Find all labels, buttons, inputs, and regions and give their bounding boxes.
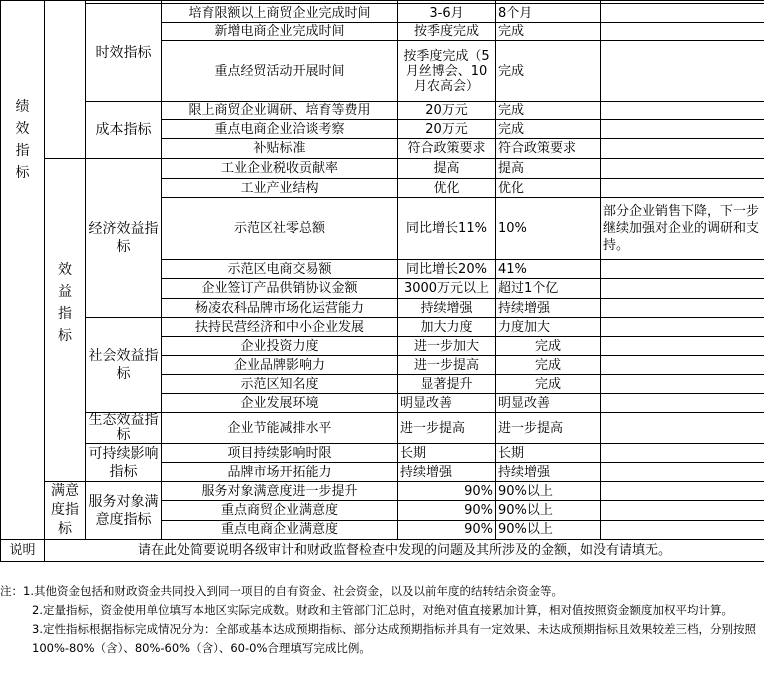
target-value-text: 3-6月	[429, 5, 464, 21]
actual-value[interactable]	[496, 501, 601, 520]
level2-group-cell-text: 社会效益指标	[88, 348, 159, 382]
level2-group-cell-text: 经济效益指标	[88, 221, 159, 255]
metric-name-text: 限上商贸企业调研、培育等费用	[188, 103, 371, 118]
metric-name-text: 品牌市场开拓能力	[227, 464, 332, 480]
table-row	[1, 413, 764, 444]
level2-group-cell[interactable]	[86, 318, 162, 413]
target-value-text: 按季度完成	[413, 24, 479, 39]
target-value-text: 同比增长11%	[406, 221, 487, 236]
actual-value[interactable]	[496, 279, 601, 299]
actual-value[interactable]	[496, 394, 601, 413]
actual-value[interactable]	[496, 444, 601, 463]
target-value-text: 持续增强	[400, 464, 453, 480]
level1-group-cell[interactable]	[45, 482, 86, 540]
target-value[interactable]	[398, 318, 496, 337]
table-row	[1, 102, 764, 120]
metric-name-text: 服务对象满意度进一步提升	[201, 483, 358, 499]
target-value[interactable]	[398, 102, 496, 120]
actual-value-text: 90%以上	[498, 522, 553, 538]
target-value[interactable]	[398, 279, 496, 299]
target-value[interactable]	[398, 375, 496, 394]
metric-name-text: 企业发展环境	[240, 395, 319, 411]
deviation-note[interactable]	[601, 482, 764, 501]
deviation-note[interactable]	[601, 501, 764, 520]
level1-group-cell-text: 满意度指标	[51, 483, 79, 537]
deviation-note[interactable]	[601, 198, 764, 260]
metric-name-text: 示范区社零总额	[233, 221, 325, 236]
actual-value-text: 长期	[498, 445, 525, 461]
actual-value[interactable]	[496, 179, 601, 198]
actual-value-text: 完成	[534, 376, 561, 392]
note-2: 2.定量指标，资金使用单位填写本地区实际完成数。财政和主管部门汇总时，对绝对值直接累加计算，相对值按照资金额度加权平均计算。	[32, 603, 733, 617]
target-value[interactable]	[398, 139, 496, 159]
actual-value[interactable]	[496, 463, 601, 482]
level1-group-cell[interactable]	[45, 159, 86, 482]
metric-name-text: 工业产业结构	[240, 180, 319, 196]
level2-group-cell[interactable]	[86, 413, 162, 444]
actual-value[interactable]	[496, 120, 601, 139]
metric-name[interactable]	[162, 4, 398, 23]
target-value-text: 20万元	[425, 121, 468, 137]
note-3: 3.定性指标根据指标完成情况分为：全部或基本达成预期指标、部分达成预期指标并具有一定效果、未达成预期指标且效果较差三档，分别按照100%-80%（含）、80%-60%（含）、60-0%合理填写完成比例。	[32, 622, 756, 655]
explanation-text-text: 请在此处简要说明各级审计和财政监督检查中发现的问题及其所涉及的金额，如没有请填无。	[137, 543, 671, 558]
explanation-label	[1, 540, 45, 562]
deviation-note[interactable]	[601, 159, 764, 179]
level2-group-cell-text: 可持续影响指标	[88, 445, 159, 480]
metric-name[interactable]	[162, 102, 398, 120]
metric-name[interactable]	[162, 179, 398, 198]
actual-value-text: 完成	[534, 338, 561, 354]
target-value-text: 进一步提高	[400, 420, 466, 436]
metric-name-text: 企业签订产品供销协议金额	[201, 281, 358, 296]
metric-name-text: 项目持续影响时限	[227, 445, 332, 461]
table-row	[1, 444, 764, 463]
actual-value-text: 提高	[498, 161, 525, 176]
target-value-text: 提高	[433, 161, 460, 176]
actual-value-text: 完成	[498, 63, 525, 79]
metric-name[interactable]	[162, 482, 398, 501]
actual-value-text: 持续增强	[498, 300, 551, 316]
actual-value[interactable]	[496, 413, 601, 444]
metric-name[interactable]	[162, 520, 398, 539]
target-value[interactable]	[398, 260, 496, 279]
deviation-note[interactable]	[601, 4, 764, 23]
target-value-text: 90%	[464, 522, 493, 538]
metric-name[interactable]	[162, 356, 398, 375]
actual-value[interactable]	[496, 260, 601, 279]
level2-group-cell-text: 生态效益指标	[88, 412, 159, 443]
level2-group-cell[interactable]	[86, 4, 162, 102]
metric-name[interactable]	[162, 23, 398, 41]
level2-group-cell[interactable]	[86, 102, 162, 159]
deviation-note[interactable]	[601, 413, 764, 444]
metric-name[interactable]	[162, 41, 398, 102]
metric-name[interactable]	[162, 260, 398, 279]
explanation-label-text: 说明	[9, 543, 36, 558]
metric-name-text: 工业企业税收贡献率	[220, 161, 338, 176]
actual-value-text: 优化	[498, 180, 525, 196]
level0-label-cell[interactable]	[1, 1, 45, 540]
metric-name-text: 重点电商企业洽谈考察	[214, 121, 345, 137]
actual-value-text: 完成	[498, 24, 525, 39]
metric-name[interactable]	[162, 198, 398, 260]
deviation-note[interactable]	[601, 375, 764, 394]
actual-value[interactable]	[496, 482, 601, 501]
actual-value[interactable]	[496, 102, 601, 120]
deviation-note[interactable]	[601, 41, 764, 102]
target-value-text: 显著提升	[420, 376, 473, 392]
actual-value[interactable]	[496, 375, 601, 394]
target-value[interactable]	[398, 394, 496, 413]
actual-value-text: 进一步提高	[498, 420, 564, 436]
target-value[interactable]	[398, 179, 496, 198]
actual-value-text: 符合政策要求	[498, 141, 577, 156]
metric-name[interactable]	[162, 444, 398, 463]
target-value-text: 长期	[400, 445, 427, 461]
level2-group-cell[interactable]	[86, 482, 162, 540]
target-value-text: 加大力度	[420, 319, 473, 335]
actual-value[interactable]	[496, 299, 601, 318]
target-value-text: 符合政策要求	[407, 141, 486, 156]
deviation-note[interactable]	[601, 179, 764, 198]
actual-value-text: 持续增强	[498, 464, 551, 480]
deviation-note[interactable]	[601, 260, 764, 279]
metric-name-text: 企业节能减排水平	[227, 420, 332, 436]
metric-name[interactable]	[162, 279, 398, 299]
metric-name-text: 杨凌农科品牌市场化运营能力	[194, 300, 364, 316]
deviation-note[interactable]	[601, 520, 764, 539]
target-value-text: 90%	[464, 502, 493, 518]
actual-value-text: 90%以上	[498, 502, 553, 518]
actual-value-text: 90%以上	[498, 483, 553, 499]
metric-name-text: 培育限额以上商贸企业完成时间	[188, 5, 371, 21]
note-1: 注：1.其他资金包括和财政资金共同投入到同一项目的自有资金、社会资金，以及以前年度的结转结余资金等。	[0, 584, 563, 598]
metric-name-text: 扶持民营经济和中小企业发展	[194, 319, 364, 335]
deviation-note[interactable]	[601, 394, 764, 413]
actual-value-text: 10%	[498, 221, 527, 236]
actual-value[interactable]	[496, 356, 601, 375]
metric-name-text: 企业品牌影响力	[233, 357, 325, 373]
actual-value[interactable]	[496, 139, 601, 159]
deviation-note[interactable]	[601, 463, 764, 482]
metric-name-text: 新增电商企业完成时间	[214, 24, 345, 39]
metric-name[interactable]	[162, 318, 398, 337]
actual-value-text: 8个月	[498, 5, 533, 21]
actual-value-text: 明显改善	[498, 395, 551, 411]
target-value-text: 持续增强	[420, 300, 473, 316]
target-value[interactable]	[398, 23, 496, 41]
metric-name[interactable]	[162, 299, 398, 318]
metric-name[interactable]	[162, 159, 398, 179]
target-value[interactable]	[398, 120, 496, 139]
metric-name-text: 重点电商企业满意度	[220, 522, 338, 538]
deviation-note[interactable]	[601, 279, 764, 299]
actual-value[interactable]	[496, 4, 601, 23]
target-value-text: 优化	[433, 180, 460, 196]
metric-name-text: 重点商贸企业满意度	[220, 502, 338, 518]
deviation-note[interactable]	[601, 102, 764, 120]
target-value[interactable]	[398, 520, 496, 539]
level2-group-cell[interactable]	[86, 444, 162, 482]
actual-value[interactable]	[496, 159, 601, 179]
target-value[interactable]	[398, 356, 496, 375]
metric-name-text: 重点经贸活动开展时间	[214, 63, 345, 79]
actual-value-text: 力度加大	[498, 319, 551, 335]
actual-value[interactable]	[496, 41, 601, 102]
target-value[interactable]	[398, 413, 496, 444]
level2-group-cell-text: 时效指标	[95, 44, 152, 61]
metric-name[interactable]	[162, 139, 398, 159]
target-value[interactable]	[398, 41, 496, 102]
metric-name-text: 示范区知名度	[240, 376, 319, 392]
deviation-note[interactable]	[601, 299, 764, 318]
actual-value[interactable]	[496, 23, 601, 41]
target-value-text: 3000万元以上	[403, 281, 490, 296]
actual-value[interactable]	[496, 520, 601, 539]
metric-name-text: 企业投资力度	[240, 338, 319, 354]
target-value[interactable]	[398, 463, 496, 482]
actual-value-text: 完成	[498, 121, 525, 137]
level2-group-cell[interactable]	[86, 159, 162, 318]
deviation-note[interactable]	[601, 337, 764, 356]
metric-name[interactable]	[162, 337, 398, 356]
metric-name[interactable]	[162, 375, 398, 394]
deviation-note[interactable]	[601, 120, 764, 139]
target-value[interactable]	[398, 4, 496, 23]
metric-name[interactable]	[162, 394, 398, 413]
target-value-text: 20万元	[425, 103, 468, 118]
actual-value-text: 41%	[498, 261, 527, 277]
target-value-text: 同比增长20%	[406, 261, 487, 277]
deviation-note[interactable]	[601, 444, 764, 463]
target-value-text: 90%	[464, 483, 493, 499]
explanation-row	[1, 540, 764, 562]
level1-group-cell[interactable]	[45, 1, 86, 159]
table-row	[1, 159, 764, 179]
actual-value-text: 完成	[498, 103, 525, 118]
target-value[interactable]	[398, 299, 496, 318]
deviation-note[interactable]	[601, 23, 764, 41]
target-value-text: 按季度完成（5月丝博会、10月农高会）	[403, 48, 490, 94]
target-value-text: 进一步提高	[413, 357, 479, 373]
target-value-text: 明显改善	[400, 395, 453, 411]
target-value[interactable]	[398, 198, 496, 260]
deviation-note[interactable]	[601, 139, 764, 159]
level2-group-cell-text: 成本指标	[95, 122, 152, 138]
deviation-note-text: 部分企业销售下降，下一步继续加强对企业的调研和支持。	[603, 204, 760, 253]
target-value[interactable]	[398, 444, 496, 463]
metric-name[interactable]	[162, 463, 398, 482]
table-row	[1, 482, 764, 501]
level1-group-cell-text: 效益指标	[58, 262, 72, 344]
actual-value[interactable]	[496, 337, 601, 356]
actual-value[interactable]	[496, 198, 601, 260]
level0-label-cell-text: 绩效指标	[15, 99, 30, 181]
metric-name-text: 补贴标准	[253, 141, 306, 156]
target-value[interactable]	[398, 482, 496, 501]
metric-name[interactable]	[162, 413, 398, 444]
target-value[interactable]	[398, 501, 496, 520]
table-row	[1, 4, 764, 23]
actual-value-text: 完成	[534, 357, 561, 373]
deviation-note[interactable]	[601, 318, 764, 337]
level2-group-cell-text: 服务对象满意度指标	[88, 493, 159, 528]
actual-value[interactable]	[496, 318, 601, 337]
explanation-text[interactable]	[45, 540, 764, 562]
actual-value-text: 超过1个亿	[498, 281, 559, 296]
target-value[interactable]	[398, 337, 496, 356]
table-row	[1, 318, 764, 337]
metric-name[interactable]	[162, 501, 398, 520]
target-value[interactable]	[398, 159, 496, 179]
metric-name[interactable]	[162, 120, 398, 139]
metric-name-text: 示范区电商交易额	[227, 261, 332, 277]
target-value-text: 进一步加大	[413, 338, 479, 354]
notes-section	[0, 582, 764, 658]
deviation-note[interactable]	[601, 356, 764, 375]
